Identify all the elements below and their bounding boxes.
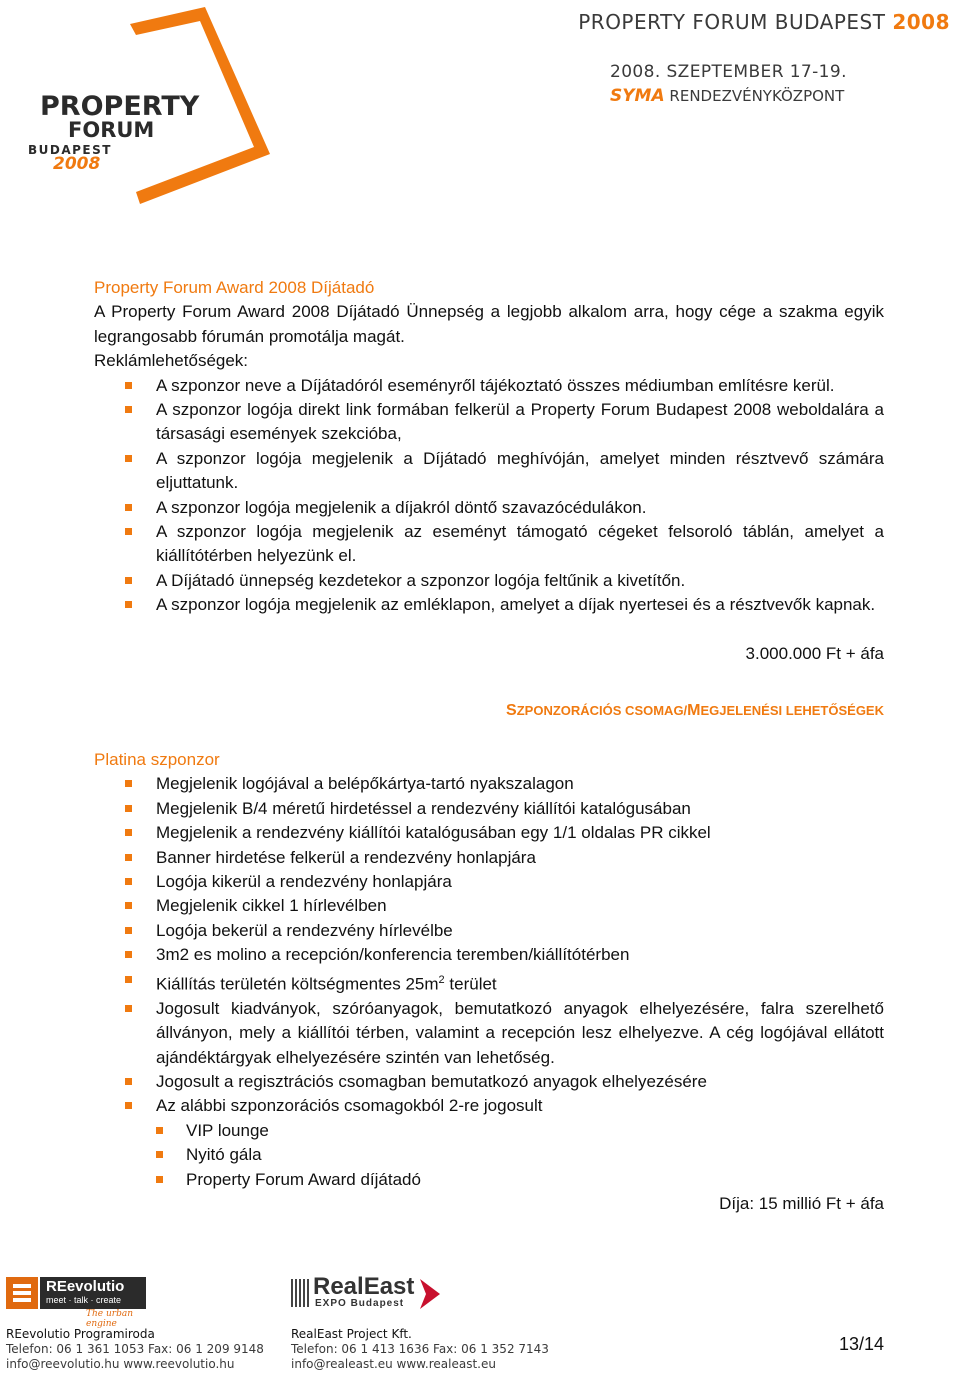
realeast-chevron-icon: [418, 1279, 442, 1309]
platina-section: [94, 748, 884, 1216]
award-bullet-list: [94, 374, 884, 618]
list-item: Logója bekerül a rendezvény hírlevélbe: [94, 919, 884, 943]
logo-line-1: PROPERTY: [40, 91, 200, 122]
list-item: Jogosult a regisztrációs csomagban bemutatkozó anyagok elhelyezésére: [94, 1070, 884, 1094]
area-text-end: terület: [444, 974, 497, 994]
package-sub-list: [94, 1119, 884, 1192]
opportunities-label: Reklámlehetőségek:: [94, 351, 249, 371]
reevolutio-web: info@reevolutio.hu www.reevolutio.hu: [6, 1357, 235, 1371]
realeast-web: info@realeast.eu www.realeast.eu: [291, 1357, 496, 1371]
reevolutio-logo-text: REevolutio: [46, 1278, 125, 1295]
heading-cap: M: [687, 702, 701, 719]
venue-name: RENDEZVÉNYKÖZPONT: [669, 87, 845, 105]
platina-price: Díja: 15 millió Ft + áfa: [719, 1193, 884, 1213]
list-item: A Díjátadó ünnepség kezdetekor a szponzor logója feltűnik a kivetítőn.: [94, 569, 884, 593]
reevolutio-name: REevolutio Programiroda: [6, 1327, 155, 1341]
reevolutio-phone: Telefon: 06 1 361 1053 Fax: 06 1 209 9148: [6, 1342, 264, 1356]
award-price: 3.000.000 Ft + áfa: [745, 643, 884, 663]
platina-title: Platina szponzor: [94, 750, 220, 769]
realeast-phone: Telefon: 06 1 413 1636 Fax: 06 1 352 7143: [291, 1342, 549, 1356]
header-title-year: 2008: [892, 10, 950, 34]
reevolutio-bar: [40, 1277, 146, 1309]
page-number: 13/14: [838, 1334, 884, 1354]
sub-list-item: Property Forum Award díjátadó: [94, 1168, 884, 1192]
reevolutio-logo: [6, 1277, 146, 1329]
platina-bullet-list: [94, 772, 884, 1118]
area-text: Kiállítás területén költségmentes 25m: [156, 974, 439, 994]
list-item: A szponzor logója megjelenik az eseményt támogató cégeket felsoroló táblán, amelyet a kiállítótérben helyezünk el.: [94, 520, 884, 569]
packages-heading: [506, 702, 884, 720]
logo-line-3: BUDAPEST: [28, 143, 112, 157]
sub-list-item: VIP lounge: [94, 1119, 884, 1143]
list-item: A szponzor logója direkt link formában felkerül a Property Forum Budapest 2008 weboldalára a társasági események szekcióba,: [94, 398, 884, 447]
realeast-name: RealEast Project Kft.: [291, 1327, 412, 1341]
list-item: Megjelenik logójával a belépőkártya-tartó nyakszalagon: [94, 772, 884, 796]
realeast-logo: [291, 1273, 451, 1316]
venue-brand: SYMA: [610, 86, 665, 106]
list-item: A szponzor logója megjelenik a Díjátadó meghívóján, amelyet minden résztvevő számára eljuttatunk.: [94, 447, 884, 496]
list-item: Jogosult kiadványok, szóróanyagok, bemutatkozó anyagok elhelyezésére, falra szerelhető állványon, mely a kiállítói térben, valamint a recepción lesz elhelyezve. A cég logójával ellátott ajándéktárgyak elhelyezésére szintén van lehetőség.: [94, 997, 884, 1070]
reevolutio-slogan: The urban engine: [86, 1309, 134, 1329]
award-section: [94, 276, 884, 666]
sub-list-item: Nyitó gála: [94, 1143, 884, 1167]
header-venue: [610, 86, 844, 106]
list-item: [94, 968, 884, 997]
logo-line-4: 2008: [53, 154, 101, 174]
heading-part: ZPONZORÁCIÓS CSOMAG/: [516, 703, 688, 718]
list-item: Megjelenik B/4 méretű hirdetéssel a rendezvény kiállítói katalógusában: [94, 797, 884, 821]
realeast-sub: EXPO Budapest: [315, 1298, 405, 1309]
award-intro: A Property Forum Award 2008 Díjátadó Ünnepség a legjobb alkalom arra, hogy cége a szakma egyik legrangosabb fórumán promotálja magát.: [94, 302, 884, 346]
list-item: Banner hirdetése felkerül a rendezvény honlapjára: [94, 846, 884, 870]
reevolutio-tagline: meet · talk · create: [46, 1295, 122, 1305]
area-sup: 2: [438, 973, 445, 986]
list-item: Az alábbi szponzorációs csomagokból 2-re jogosult: [94, 1094, 884, 1118]
header-title: [578, 10, 950, 34]
list-item: Megjelenik a rendezvény kiállítói katalógusában egy 1/1 oldalas PR cikkel: [94, 821, 884, 845]
header-title-main: PROPERTY FORUM BUDAPEST: [578, 10, 886, 34]
list-item: 3m2 es molino a recepción/konferencia teremben/kiállítótérben: [94, 943, 884, 967]
realeast-logo-text: RealEast: [313, 1273, 415, 1300]
property-forum-logo: [20, 4, 270, 209]
heading-part: EGJELENÉSI LEHETŐSÉGEK: [700, 703, 884, 718]
list-item: A szponzor logója megjelenik az emléklapon, amelyet a díjak nyertesei és a résztvevők kapnak.: [94, 593, 884, 617]
list-item: Logója kikerül a rendezvény honlapjára: [94, 870, 884, 894]
realeast-stripes: [291, 1279, 309, 1307]
header-date: 2008. SZEPTEMBER 17-19.: [610, 62, 847, 82]
reevolutio-mark: [6, 1277, 38, 1309]
award-title: Property Forum Award 2008 Díjátadó: [94, 278, 375, 297]
list-item: A szponzor logója megjelenik a díjakról döntő szavazócédulákon.: [94, 496, 884, 520]
logo-line-2: FORUM: [68, 118, 155, 142]
heading-cap: S: [506, 702, 517, 719]
list-item: Megjelenik cikkel 1 hírlevélben: [94, 894, 884, 918]
list-item: A szponzor neve a Díjátadóról eseményről tájékoztató összes médiumban említésre kerül.: [94, 374, 884, 398]
